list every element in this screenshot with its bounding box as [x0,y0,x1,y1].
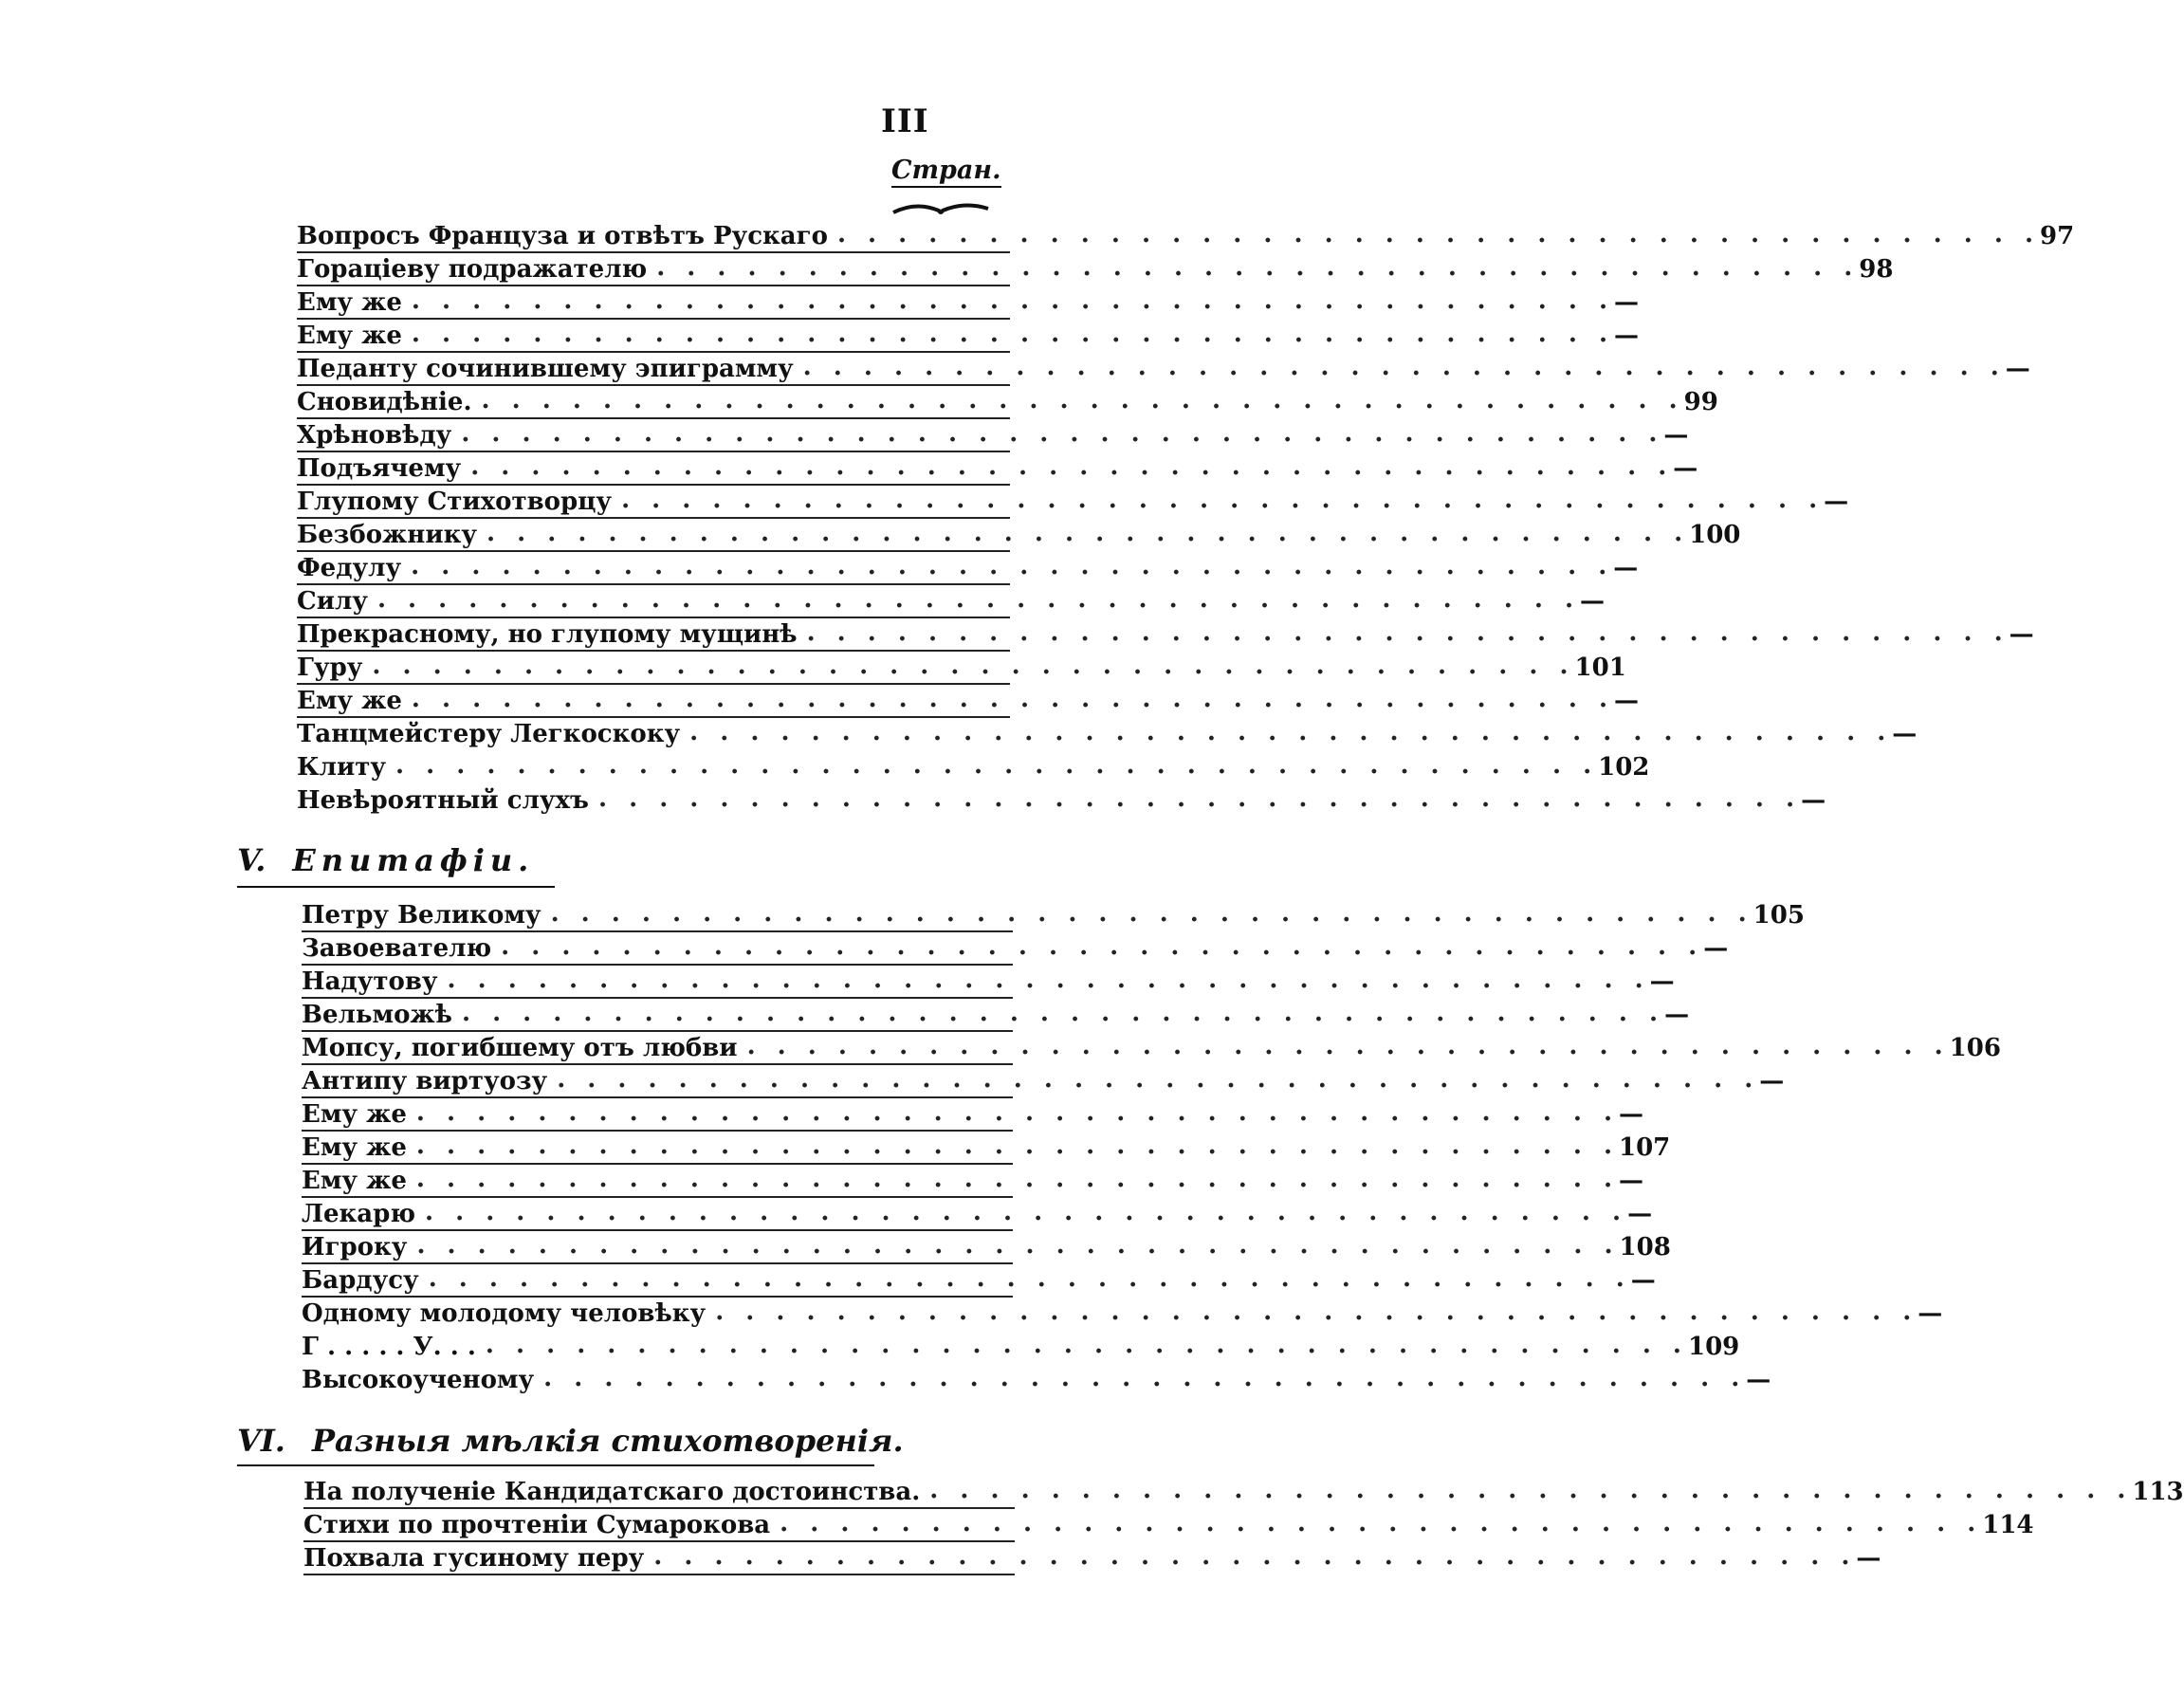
toc-entry-title: Антипу виртуозу [302,1067,548,1096]
toc-entry-title: Ему же [297,687,402,715]
dot-leader: . . . . . . . . . . . . . . . . . . . . . . . . . . . . . . . . . . . . . . . . [836,220,2041,249]
section-heading-rule [237,1464,874,1466]
toc-entry-title: Ему же [302,1100,407,1129]
toc-entry [297,452,1698,486]
section-roman: VI. [237,1423,285,1459]
toc-entry-page: — [2005,355,2030,383]
toc-entry-page: 114 [1982,1511,2034,1539]
dot-leader: . . . . . . . . . . . . . . . . . . . . . . . . . . . . . . . . . . . . . . . . [746,1032,1950,1060]
toc-entry-title: Ему же [297,322,402,350]
dot-leader: . . . . . . . . . . . . . . . . . . . . . . . . . . . . . . . . . . . . . . . . [557,1065,1760,1094]
toc-entry-page: 98 [1859,255,1894,284]
toc-entry-title: Игроку [302,1233,408,1261]
section-heading-v [237,842,534,878]
toc-entry [302,1264,1656,1298]
toc-entry-page: — [1673,454,1698,483]
toc-entry [302,932,1729,966]
toc-entry [302,1298,1943,1331]
toc-entry [297,519,1741,552]
toc-entry [302,966,1675,999]
toc-entry [297,419,1689,452]
toc-entry-title: Хрѣновѣду [297,421,452,450]
toc-entry-page: — [1918,1299,1943,1328]
toc-entry-title: Сновидѣнiе. [297,388,472,416]
brace-ornament [891,195,990,218]
toc-entry-title: Федулу [297,554,402,582]
dot-leader: . . . . . . . . . . . . . . . . . . . . . . . . . . . . . . . . . . . . . . . . [501,932,1704,961]
dot-leader: . . . . . . . . . . . . . . . . . . . . . . . . . . . . . . . . . . . . . . . . [481,386,1684,414]
toc-entry-page: — [1892,720,1918,748]
toc-entry-title: Ему же [302,1167,407,1195]
toc-entry-page: 109 [1687,1333,1740,1361]
toc-entry-title: Педанту сочинившему эпиграмму [297,355,794,383]
toc-entry [297,486,1849,519]
toc-entry [303,1476,2184,1509]
toc-entry-title: Горацiеву подражателю [297,255,648,284]
toc-entry [297,784,1826,818]
toc-entry-page: 107 [1619,1133,1671,1162]
toc-entry-page: 108 [1619,1233,1671,1261]
toc-entry-title: Бардусу [302,1266,419,1295]
toc-entry-page: — [2009,620,2034,649]
toc-section-epitaphs [302,899,2001,1397]
toc-entry-page: 97 [2040,222,2075,250]
dot-leader: . . . . . . . . . . . . . . . . . . . . . . . . . . . . . . . . . . . . . . . . [486,519,1690,547]
dot-leader: . . . . . . . . . . . . . . . . . . . . . . . . . . . . . . . . . . . . . . . . [656,253,1860,282]
toc-entry-page: — [1759,1067,1785,1096]
toc-entry-title: Лекарю [302,1200,415,1228]
toc-entry [297,552,1639,585]
toc-entry-title: Стихи по прочтенiи Сумарокова [303,1511,771,1539]
dot-leader: . . . . . . . . . . . . . . . . . . . . . . . . . . . . . . . . . . . . . . . . [929,1476,2133,1504]
toc-entry-page: — [1663,421,1689,450]
toc-section-small-poems [303,1476,2184,1575]
toc-entry [297,685,1639,718]
toc-entry [297,751,1650,784]
toc-entry-title: Завоевателю [302,934,492,963]
page-number: III [881,102,929,140]
toc-entry-title: Прекрасному, но глупому мущинѣ [297,620,798,649]
toc-entry [297,386,1718,419]
toc-entry-page: 100 [1689,521,1741,549]
toc-entry-title: Ему же [297,288,402,317]
toc-entry-title: Глупому Стихотворцу [297,488,613,516]
dot-leader: . . . . . . . . . . . . . . . . . . . . . . . . . . . . . . . . . . . . . . . . [621,486,1825,514]
dot-leader: . . . . . . . . . . . . . . . . . . . . . . . . . . . . . . . . . . . . . . . . [653,1542,1857,1571]
toc-entry [302,1331,1740,1364]
toc-entry [297,652,1626,685]
toc-entry-title: Петру Великому [302,901,541,930]
toc-entry [302,899,1805,932]
toc-entry [297,718,1918,751]
dot-leader: . . . . . . . . . . . . . . . . . . . . . . . . . . . . . . . . . . . . . . . . [415,1098,1619,1127]
toc-entry-title: Похвала гусиному перу [303,1544,645,1573]
toc-entry [297,618,2034,652]
toc-entry-page: 106 [1949,1034,2001,1062]
dot-leader: . . . . . . . . . . . . . . . . . . . . . . . . . . . . . . . . . . . . . . . . [447,966,1650,994]
dot-leader: . . . . . . . . . . . . . . . . . . . . . . . . . . . . . . . . . . . . . . . . [425,1198,1628,1226]
toc-entry-title: Клиту [297,753,387,782]
toc-entry-title: Танцмейстеру Легкоскоку [297,720,681,748]
dot-leader: . . . . . . . . . . . . . . . . . . . . . . . . . . . . . . . . . . . . . . . . [461,999,1665,1027]
toc-entry-page: — [1619,1100,1643,1129]
dot-leader: . . . . . . . . . . . . . . . . . . . . . . . . . . . . . . . . . . . . . . . . [470,452,1674,481]
dot-leader: . . . . . . . . . . . . . . . . . . . . . . . . . . . . . . . . . . . . . . . . [416,1231,1620,1260]
toc-entry [297,286,1639,320]
toc-entry-title: Высокоученому [302,1366,535,1394]
dot-leader: . . . . . . . . . . . . . . . . . . . . . . . . . . . . . . . . . . . . . . . . [461,419,1664,448]
section-title: Разныя мѣлкiя стихотворенiя. [311,1423,904,1459]
toc-entry [303,1509,2034,1542]
toc-entry [302,1165,1643,1198]
toc-entry-page: — [1746,1366,1771,1394]
toc-entry [297,353,2030,386]
dot-leader: . . . . . . . . . . . . . . . . . . . . . . . . . . . . . . . . . . . . . . . . [802,353,2006,381]
dot-leader: . . . . . . . . . . . . . . . . . . . . . . . . . . . . . . . . . . . . . . . . [550,899,1753,928]
toc-entry-title: Ему же [302,1133,407,1162]
dot-leader: . . . . . . . . . . . . . . . . . . . . . . . . . . . . . . . . . . . . . . . . [597,784,1802,813]
toc-entry-title: Гуру [297,654,363,682]
section-heading-rule [237,886,555,888]
toc-entry [297,585,1606,618]
dot-leader: . . . . . . . . . . . . . . . . . . . . . . . . . . . . . . . . . . . . . . . . [543,1364,1747,1392]
toc-entry-page: — [1619,1167,1643,1195]
toc-entry [302,1032,2001,1065]
toc-entry [302,1065,1785,1098]
dot-leader: . . . . . . . . . . . . . . . . . . . . . . . . . . . . . . . . . . . . . . . . [411,320,1614,348]
toc-entry [297,220,2075,253]
toc-entry-page: 99 [1683,388,1718,416]
toc-entry-page: — [1614,288,1639,317]
toc-entry-page: 113 [2132,1478,2184,1506]
dot-leader: . . . . . . . . . . . . . . . . . . . . . . . . . . . . . . . . . . . . . . . . [415,1132,1619,1160]
section-roman: V. [237,842,266,878]
toc-entry-title: Вопросъ Француза и отвѣтъ Рускаго [297,222,828,250]
toc-entry-title: Одному молодому человѣку [302,1299,707,1328]
dot-leader: . . . . . . . . . . . . . . . . . . . . . . . . . . . . . . . . . . . . . . . . [411,552,1614,580]
section-heading-vi [237,1423,904,1459]
dot-leader: . . . . . . . . . . . . . . . . . . . . . . . . . . . . . . . . . . . . . . . . [428,1264,1631,1293]
page-column-header: Стран. [891,156,1001,188]
toc-entry [302,1231,1671,1264]
toc-entry-page: — [1664,1001,1690,1029]
toc-entry-title: Невѣроятный слухъ [297,786,589,815]
toc-entry-title: На полученiе Кандидатскаго достоинства. [303,1478,921,1506]
toc-entry-title: Безбожнику [297,521,478,549]
toc-entry-title: Мопсу, погибшему отъ любви [302,1034,738,1062]
dot-leader: . . . . . . . . . . . . . . . . . . . . . . . . . . . . . . . . . . . . . . . . [780,1509,1983,1537]
toc-entry [297,253,1894,286]
toc-entry-title: Вельможѣ [302,1001,452,1029]
toc-entry-page: — [1801,786,1826,815]
dot-leader: . . . . . . . . . . . . . . . . . . . . . . . . . . . . . . . . . . . . . . . . [415,1165,1619,1193]
toc-entry [302,1098,1643,1132]
toc-entry-title: Силу [297,587,368,616]
toc-entry-page: 102 [1598,753,1650,782]
toc-entry [302,1132,1671,1165]
section-title: Епитафiи. [292,842,535,878]
toc-entry-page: — [1580,587,1606,616]
dot-leader: . . . . . . . . . . . . . . . . . . . . . . . . . . . . . . . . . . . . . . . . [806,618,2010,647]
toc-entry-title: Надутову [302,967,438,996]
toc-entry-page: — [1614,322,1639,350]
dot-leader: . . . . . . . . . . . . . . . . . . . . . . . . . . . . . . . . . . . . . . . . [411,685,1614,713]
toc-entry-page: — [1649,967,1675,996]
toc-entry-page: — [1856,1544,1881,1573]
toc-section-continuation [297,220,2075,818]
toc-entry [303,1542,1881,1575]
toc-entry-page: — [1613,554,1639,582]
toc-entry-page: — [1824,488,1849,516]
dot-leader: . . . . . . . . . . . . . . . . . . . . . . . . . . . . . . . . . . . . . . . . [411,286,1614,315]
toc-entry-page: — [1703,934,1729,963]
toc-entry-page: 101 [1574,654,1626,682]
toc-entry-title: Подъячему [297,454,462,483]
toc-entry-title: Г . . . . . У. . . [302,1333,476,1361]
dot-leader: . . . . . . . . . . . . . . . . . . . . . . . . . . . . . . . . . . . . . . . . [485,1331,1688,1359]
dot-leader: . . . . . . . . . . . . . . . . . . . . . . . . . . . . . . . . . . . . . . . . [376,585,1581,614]
toc-entry-page: 105 [1753,901,1805,930]
dot-leader: . . . . . . . . . . . . . . . . . . . . . . . . . . . . . . . . . . . . . . . . [395,751,1599,780]
toc-entry-page: — [1614,687,1639,715]
toc-entry [302,999,1690,1032]
toc-entry-page: — [1627,1200,1653,1228]
dot-leader: . . . . . . . . . . . . . . . . . . . . . . . . . . . . . . . . . . . . . . . . [372,652,1575,680]
dot-leader: . . . . . . . . . . . . . . . . . . . . . . . . . . . . . . . . . . . . . . . . [715,1298,1918,1326]
dot-leader: . . . . . . . . . . . . . . . . . . . . . . . . . . . . . . . . . . . . . . . . [689,718,1893,746]
toc-entry [302,1198,1653,1231]
toc-entry-page: — [1630,1266,1656,1295]
toc-entry [302,1364,1771,1397]
toc-entry [297,320,1639,353]
